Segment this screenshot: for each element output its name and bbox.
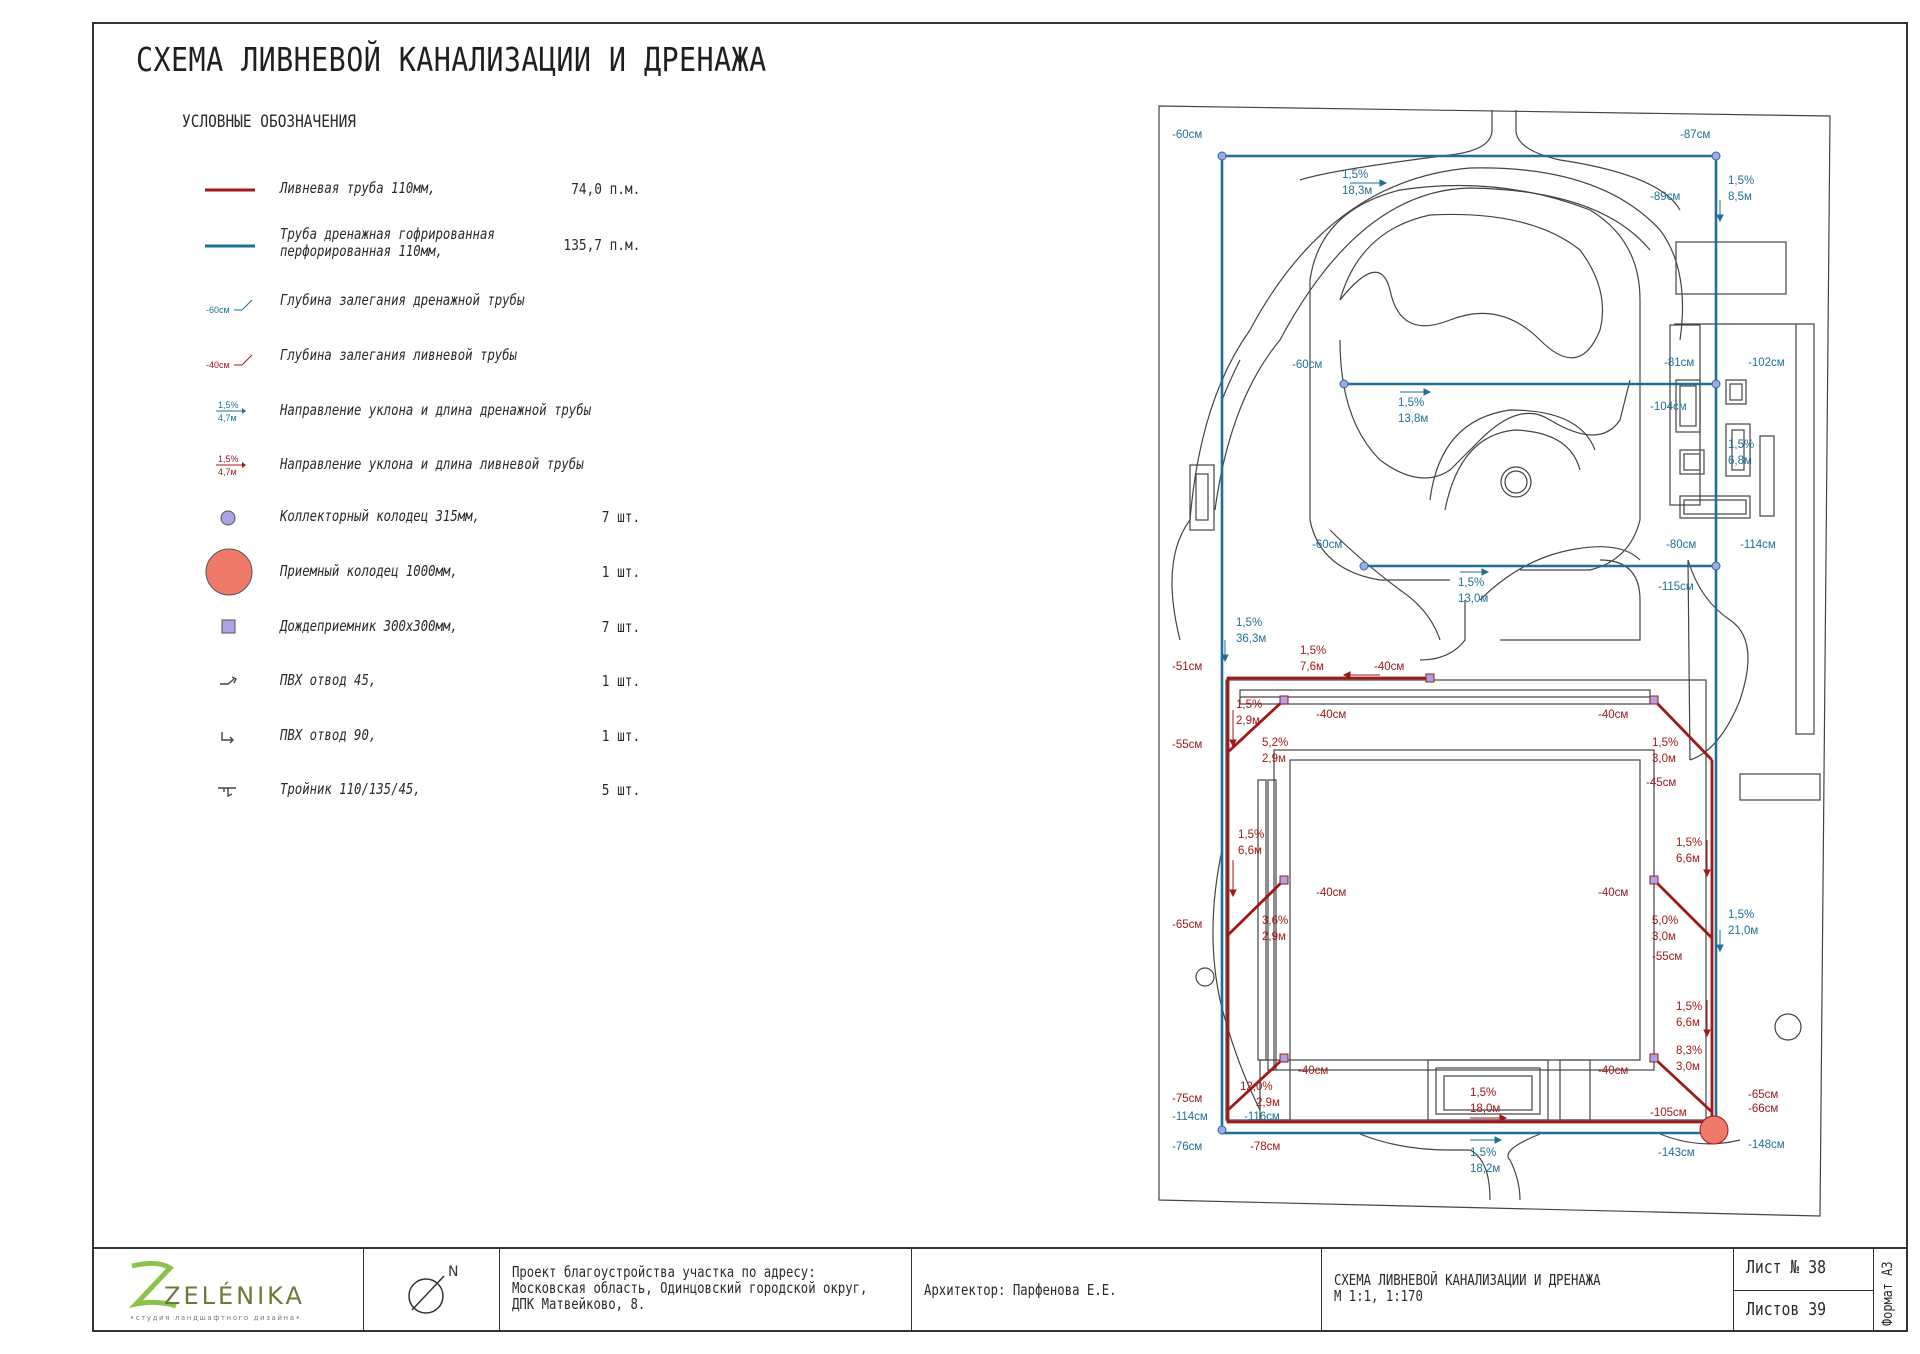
storm-label: 1,5% (1676, 837, 1703, 849)
drain-label: 1,5% (1470, 1147, 1497, 1159)
collector-well (1360, 562, 1368, 570)
legend-sample-top: 1,5% (218, 400, 239, 410)
title-block-divider (1734, 1290, 1874, 1291)
rain-inlet (1280, 696, 1288, 704)
collector-well (1712, 562, 1720, 570)
rain-inlets (1280, 674, 1658, 1062)
drain-label: -60см (1312, 539, 1343, 551)
collector-well (1712, 152, 1720, 160)
drain-label: -60см (1172, 129, 1203, 141)
drain-label: 21,0м (1728, 925, 1759, 937)
legend-label: Ливневая труба 110мм, (280, 179, 436, 197)
storm-label: 18,0м (1470, 1103, 1501, 1115)
legend-qty: 1 шт. (601, 672, 640, 690)
drain-label: 13,0м (1458, 593, 1489, 605)
drain-label: 1,5% (1728, 175, 1755, 187)
storm-label: 3,0м (1676, 1061, 1700, 1073)
storm-label: 2,9м (1262, 753, 1286, 765)
drain-label: -76см (1172, 1141, 1203, 1153)
storm-label: 1,5% (1676, 1001, 1703, 1013)
storm-label: 5,2% (1262, 737, 1289, 749)
drain-label: 1,5% (1398, 397, 1425, 409)
project-address: Проект благоустройства участка по адресу: Московская область, Одинцовский городской округ, ДПК Матвейково, 8. (512, 1263, 868, 1313)
storm-label: -75см (1172, 1093, 1203, 1105)
architect-name: Архитектор: Парфенова Е.Е. (924, 1281, 1117, 1299)
legend-qty: 7 шт. (601, 618, 640, 636)
drawing-title: СХЕМА ЛИВНЕВОЙ КАНАЛИЗАЦИИ И ДРЕНАЖА (136, 40, 767, 79)
collector-well (1218, 152, 1226, 160)
legend-sample-top: 1,5% (218, 454, 239, 464)
legend-label: Приемный колодец 1000мм, (280, 562, 458, 580)
storm-label: 1,5% (1470, 1087, 1497, 1099)
drain-label: -143см (1658, 1147, 1695, 1159)
legend-label: Коллекторный колодец 315мм, (280, 507, 480, 525)
storm-label: -40см (1316, 887, 1347, 899)
legend-label: Направление уклона и длина дренажной трубы (280, 401, 592, 419)
drain-label: 8,5м (1728, 191, 1752, 203)
legend-sample: -60см (206, 305, 230, 315)
storm-label: 3,0м (1652, 931, 1676, 943)
drain-label: -104см (1650, 401, 1687, 413)
drain-label: -148см (1748, 1139, 1785, 1151)
drain-label: 1,5% (1236, 617, 1263, 629)
legend-sample-bottom: 4,7м (218, 413, 237, 423)
drain-label: 1,5% (1458, 577, 1485, 589)
rain-inlet (1650, 696, 1658, 704)
storm-label: 1,5% (1236, 699, 1263, 711)
sheets-total: Листов 39 (1746, 1299, 1826, 1320)
storm-label: 12,0% (1240, 1081, 1273, 1093)
collector-well (1218, 1126, 1226, 1134)
storm-label: -66см (1748, 1103, 1779, 1115)
storm-label: 7,6м (1300, 661, 1324, 673)
drain-label: 1,5% (1342, 169, 1369, 181)
logo-subtitle: •студия ландшафтного дизайна• (130, 1314, 302, 1322)
storm-label: 2,9м (1262, 931, 1286, 943)
rain-inlet (1650, 876, 1658, 884)
legend-qty: 7 шт. (601, 508, 640, 526)
rain-inlet (1650, 1054, 1658, 1062)
north-label: N (448, 1264, 459, 1280)
paper-format: Формат А3 (1880, 1261, 1896, 1326)
storm-label: -45см (1646, 777, 1677, 789)
legend-label: ПВХ отвод 45, (280, 671, 377, 689)
drain-label: -115см (1658, 581, 1694, 593)
legend-label: Тройник 110/135/45, (280, 780, 421, 798)
rain-inlet (1280, 876, 1288, 884)
storm-label: -40см (1374, 661, 1405, 673)
legend-label: Труба дренажная гофрированная перфорированная 110мм, (280, 225, 495, 260)
storm-label: 2,9м (1236, 715, 1260, 727)
drain-label: -60см (1292, 359, 1323, 371)
legend-label: Дождеприемник 300х300мм, (280, 617, 458, 635)
drain-label: 13,8м (1398, 413, 1429, 425)
drainage-network (1222, 156, 1716, 1133)
drain-label: -87см (1680, 129, 1711, 141)
storm-label: -65см (1172, 919, 1203, 931)
collector-well (1712, 380, 1720, 388)
drain-label: -116см (1244, 1111, 1280, 1123)
collector-wells (1218, 152, 1720, 1134)
legend-qty: 74,0 п.м. (570, 180, 640, 198)
storm-label: -55см (1652, 951, 1683, 963)
storm-label: 1,5% (1238, 829, 1265, 841)
legend-heading: УСЛОВНЫЕ ОБОЗНАЧЕНИЯ (182, 112, 356, 132)
rain-inlet (1426, 674, 1434, 682)
logo-text: ZELÉNIKA (164, 1282, 305, 1310)
drain-label: 18,3м (1342, 185, 1373, 197)
legend-label: ПВХ отвод 90, (280, 726, 377, 744)
legend-label: Глубина залегания ливневой трубы (280, 346, 517, 364)
drain-label: -102см (1748, 357, 1785, 369)
storm-label: 3,0м (1652, 753, 1676, 765)
legend-qty: 1 шт. (601, 727, 640, 745)
drain-label: 18,2м (1470, 1163, 1501, 1175)
sheet-number: Лист № 38 (1746, 1257, 1826, 1278)
storm-label: 2,9м (1256, 1097, 1280, 1109)
storm-label: -40см (1598, 709, 1629, 721)
storm-label: 6,6м (1238, 845, 1262, 857)
drain-label: -89см (1650, 191, 1681, 203)
legend-qty: 5 шт. (601, 781, 640, 799)
drain-label: 6,8м (1728, 455, 1752, 467)
drain-label: 1,5% (1728, 439, 1755, 451)
north-arrow (400, 1256, 470, 1326)
logo-mark (118, 1252, 338, 1328)
legend-qty: 1 шт. (601, 563, 640, 581)
storm-label: -105см (1650, 1107, 1687, 1119)
storm-label: 1,5% (1652, 737, 1679, 749)
storm-label: -78см (1250, 1141, 1281, 1153)
storm-label: 3,6% (1262, 915, 1289, 927)
storm-label: -40см (1598, 887, 1629, 899)
legend-label: Глубина залегания дренажной трубы (280, 291, 525, 309)
drain-label: -114см (1740, 539, 1776, 551)
storm-label: -40см (1298, 1065, 1329, 1077)
drain-label: 1,5% (1728, 909, 1755, 921)
rain-inlet (1280, 1054, 1288, 1062)
storm-label: -40см (1598, 1065, 1629, 1077)
drain-label: -80см (1666, 539, 1697, 551)
drain-label: -81см (1664, 357, 1695, 369)
storm-label: -40см (1316, 709, 1347, 721)
legend-label: Направление уклона и длина ливневой трубы (280, 455, 584, 473)
drain-label: -114см (1172, 1111, 1208, 1123)
site-outline (1159, 106, 1830, 1216)
collector-well (1340, 380, 1348, 388)
storm-label: 6,6м (1676, 853, 1700, 865)
legend-sample: -40см (206, 360, 230, 370)
storm-label: -55см (1172, 739, 1203, 751)
sheet-scale: М 1:1, 1:170 (1334, 1287, 1423, 1305)
sheet-title: СХЕМА ЛИВНЕВОЙ КАНАЛИЗАЦИИ И ДРЕНАЖА (1334, 1271, 1601, 1289)
legend-qty: 135,7 п.м. (563, 236, 640, 254)
drain-label: 36,3м (1236, 633, 1267, 645)
storm-label: 5,0% (1652, 915, 1679, 927)
storm-label: 1,5% (1300, 645, 1327, 657)
receiving-well (1700, 1116, 1728, 1144)
slope-arrows (1222, 180, 1723, 1143)
legend-sample-bottom: 4,7м (218, 467, 237, 477)
storm-label: 6,6м (1676, 1017, 1700, 1029)
storm-label: 8,3% (1676, 1045, 1703, 1057)
storm-label: -51см (1172, 661, 1203, 673)
studio-logo (118, 1252, 338, 1328)
storm-label: -65см (1748, 1089, 1779, 1101)
